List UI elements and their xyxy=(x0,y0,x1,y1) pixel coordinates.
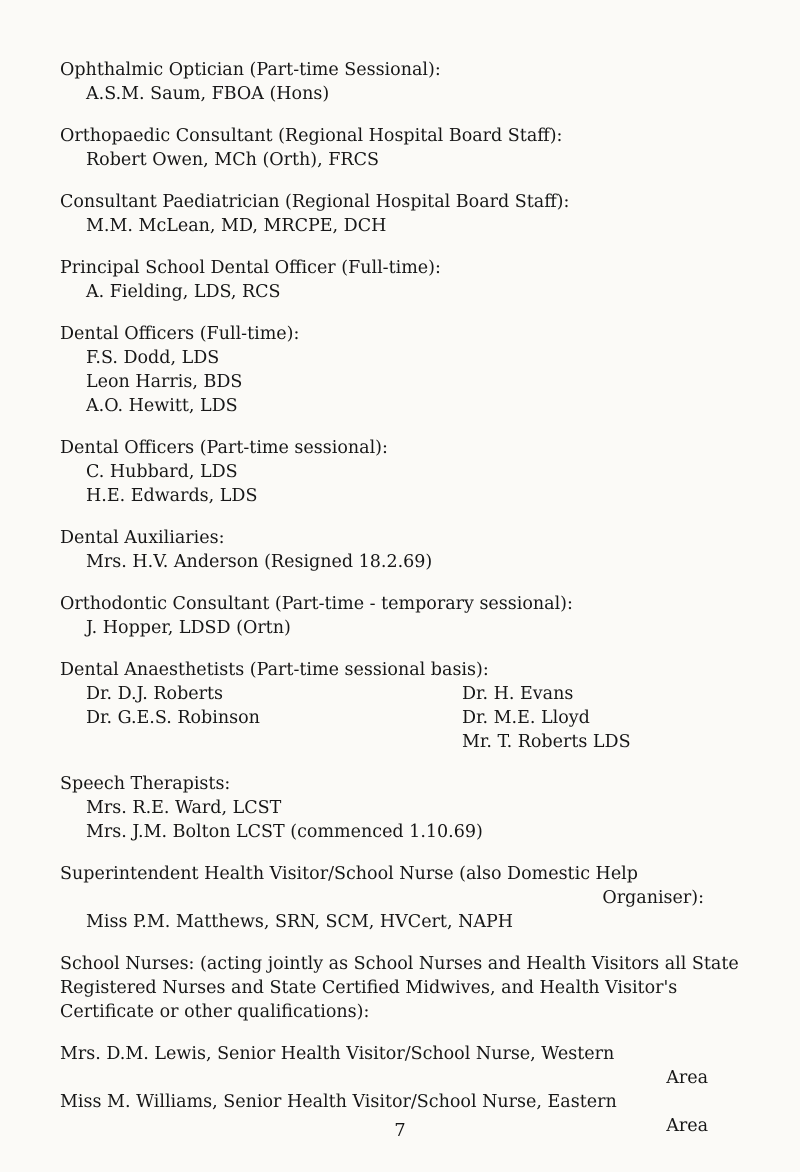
staff-line: H.E. Edwards, LDS xyxy=(86,486,258,506)
staff-line: Mr. T. Roberts LDS xyxy=(462,732,631,752)
section-ophthalmic xyxy=(60,58,760,106)
staff-line: A.O. Hewitt, LDS xyxy=(86,396,238,416)
staff-line: Mrs. R.E. Ward, LCST xyxy=(86,798,282,818)
section-superintendent xyxy=(60,862,760,934)
staff-line: A. Fielding, LDS, RCS xyxy=(86,282,281,302)
section-heading: Orthopaedic Consultant (Regional Hospital Board Staff): xyxy=(60,126,563,146)
section-heading: Consultant Paediatrician (Regional Hospital Board Staff): xyxy=(60,192,570,212)
section-heading: Dental Officers (Full-time): xyxy=(60,324,300,344)
section-heading: Superintendent Health Visitor/School Nurse (also Domestic Help xyxy=(60,864,638,884)
staff-line: Dr. G.E.S. Robinson xyxy=(86,708,260,728)
staff-line: Mrs. H.V. Anderson (Resigned 18.2.69) xyxy=(86,552,433,572)
section-heading: Speech Therapists: xyxy=(60,774,231,794)
anaesthetists-right-column xyxy=(462,682,631,754)
staff-line: Dr. D.J. Roberts xyxy=(86,684,224,704)
section-heading: Dental Officers (Part-time sessional): xyxy=(60,438,388,458)
section-orthopaedic xyxy=(60,124,760,172)
school-nurses-paragraph: School Nurses: (acting jointly as School Nurses and Health Visitors all State Registered Nurses and State Certified Midwives, and Health Visitor's Certificate or other qualifications): xyxy=(60,954,739,1022)
page-number: 7 xyxy=(394,1120,406,1141)
staff-line: M.M. McLean, MD, MRCPE, DCH xyxy=(86,216,387,236)
staff-line: Robert Owen, MCh (Orth), FRCS xyxy=(86,150,379,170)
staff-line: C. Hubbard, LDS xyxy=(86,462,238,482)
staff-line: Miss P.M. Matthews, SRN, SCM, HVCert, NAPH xyxy=(86,912,514,932)
section-dental-part xyxy=(60,436,760,508)
nurse-entry: Miss M. Williams, Senior Health Visitor/School Nurse, Eastern xyxy=(60,1092,617,1112)
section-heading-continuation: Organiser): xyxy=(602,888,704,908)
section-principal-dental xyxy=(60,256,760,304)
section-school-nurses xyxy=(60,952,760,1024)
staff-line: Dr. H. Evans xyxy=(462,684,574,704)
section-orthodontic xyxy=(60,592,760,640)
section-heading: Ophthalmic Optician (Part-time Sessional): xyxy=(60,60,441,80)
section-dental-full xyxy=(60,322,760,418)
section-paediatrician xyxy=(60,190,760,238)
section-heading: Dental Auxiliaries: xyxy=(60,528,225,548)
section-heading: Orthodontic Consultant (Part-time - temporary sessional): xyxy=(60,594,573,614)
section-auxiliaries xyxy=(60,526,760,574)
section-heading: Principal School Dental Officer (Full-time): xyxy=(60,258,441,278)
section-anaesthetists xyxy=(60,658,760,754)
staff-line: Leon Harris, BDS xyxy=(86,372,243,392)
staff-line: J. Hopper, LDSD (Ortn) xyxy=(86,618,291,638)
anaesthetists-left-column xyxy=(86,682,462,754)
staff-line: Dr. M.E. Lloyd xyxy=(462,708,590,728)
section-heading: Dental Anaesthetists (Part-time sessional basis): xyxy=(60,660,489,680)
staff-list xyxy=(60,58,760,1156)
staff-line: Mrs. J.M. Bolton LCST (commenced 1.10.69) xyxy=(86,822,483,842)
staff-line: F.S. Dodd, LDS xyxy=(86,348,220,368)
section-speech xyxy=(60,772,760,844)
nurse-entry: Mrs. D.M. Lewis, Senior Health Visitor/School Nurse, Western xyxy=(60,1044,615,1064)
staff-line: A.S.M. Saum, FBOA (Hons) xyxy=(86,84,330,104)
nurse-entry-continuation: Area xyxy=(666,1116,708,1136)
nurse-entry-continuation: Area xyxy=(666,1068,708,1088)
anaesthetists-columns xyxy=(60,682,760,754)
